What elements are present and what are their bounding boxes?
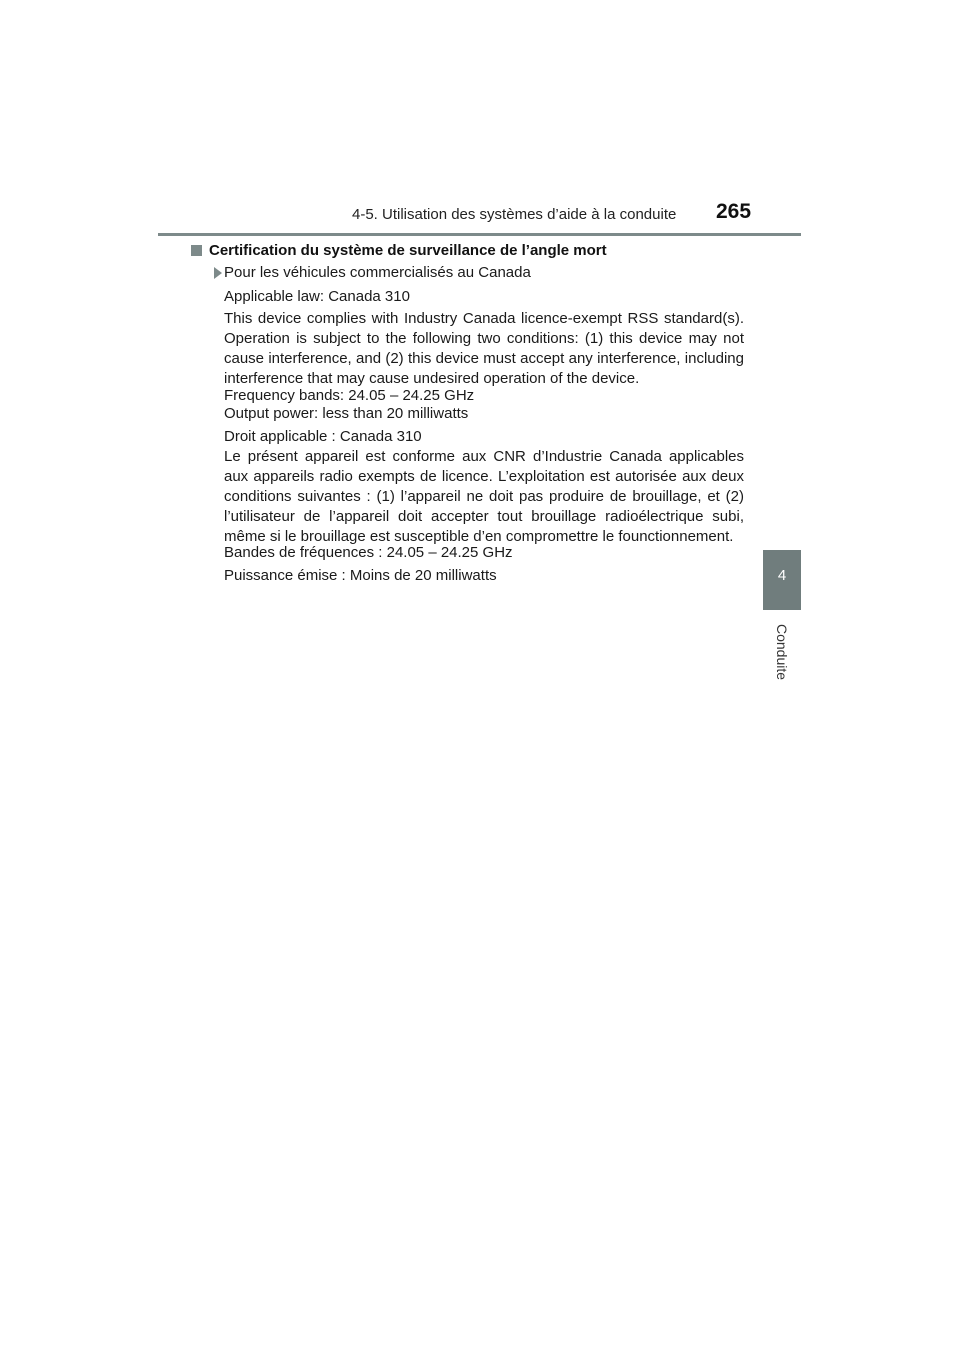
triangle-bullet-icon: [214, 267, 222, 279]
paragraph-frequency-en: Frequency bands: 24.05 – 24.25 GHz: [224, 387, 475, 404]
paragraph-frequency-fr: Bandes de fréquences : 24.05 – 24.25 GHz: [224, 544, 513, 561]
section-header-title: 4-5. Utilisation des systèmes d’aide à la conduite: [352, 206, 677, 223]
chapter-number: 4: [777, 567, 787, 584]
paragraph-output-power-en: Output power: less than 20 milliwatts: [224, 405, 469, 422]
section-heading-text: Certification du système de surveillance de l’angle mort: [209, 242, 607, 259]
header-divider: [158, 233, 801, 236]
page-number: 265: [716, 200, 752, 223]
paragraph-compliance-en: This device complies with Industry Canada licence-exempt RSS standard(s). Operation is subject to the following two conditions: (1) this device may not cause interference, and (2) this device must accept any interference, including interference that may cause undesired operation of the device.: [224, 310, 744, 387]
chapter-tab: [763, 550, 801, 610]
section-heading: [209, 242, 769, 259]
paragraph-compliance-fr: Le présent appareil est conforme aux CNR d’Industrie Canada applicables aux appareils radio exempts de licence. L’exploitation est autorisée aux deux conditions suivantes : (1) l’appareil ne doit pas produire de brouillage, et (2) l’utilisateur de l’appareil doit accepter tout brouillage radioélectrique subi, même si le brouillage est susceptible d’en compromettre le founctionnement.: [224, 448, 744, 545]
paragraph-applicable-law: Applicable law: Canada 310: [224, 288, 410, 305]
market-bullet-text: Pour les véhicules commercialisés au Canada: [224, 264, 531, 281]
chapter-label: Conduite: [773, 623, 790, 681]
paragraph-droit-applicable: Droit applicable : Canada 310: [224, 428, 422, 445]
paragraph-output-power-fr: Puissance émise : Moins de 20 milliwatts: [224, 567, 497, 584]
square-bullet-icon: [191, 245, 202, 256]
market-bullet: [224, 264, 531, 281]
chapter-label-container: [753, 622, 811, 682]
